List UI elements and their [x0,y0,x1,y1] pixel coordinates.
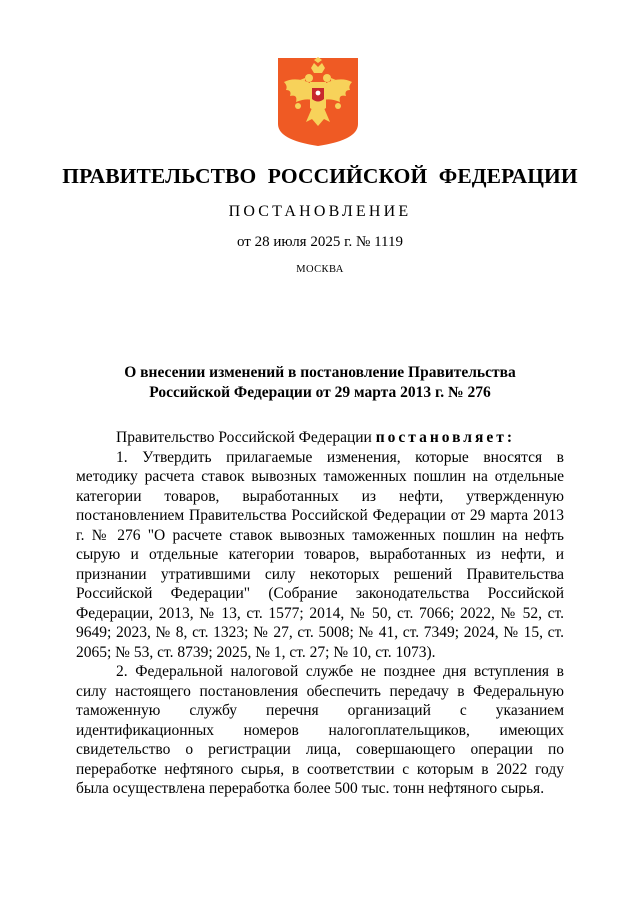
document-subject [60,363,580,403]
document-date-number: от 28 июля 2025 г. № 1119 [236,234,403,250]
subject-line-1: О внесении изменений в постановление Правительства [124,364,516,381]
preamble [76,428,564,448]
document-body [76,428,564,799]
document-city: МОСКВА [296,264,344,275]
preamble-keyword: постановляет: [375,429,516,446]
paragraph-item-2: 2. Федеральной налоговой службе не позднее дня вступления в силу настоящего постановления обеспечить передачу в Федеральную таможенную службу перечня организаций с указанием идентификационных номеров налогоплательщиков, имеющих свидетельство о регистрации лица, совершающего операции по переработке нефтяного сырья, в соответствии с которым в 2022 году была осуществлена переработка более 500 тыс. тонн нефтяного сырья. [76,663,564,797]
document-type: ПОСТАНОВЛЕНИЕ [228,203,412,220]
subject-line-2: Российской Федерации от 29 марта 2013 г. № 276 [149,384,491,401]
paragraph-item-1: 1. Утвердить прилагаемые изменения, которые вносятся в методику расчета ставок вывозных таможенных пошлин на отдельные категории товаров, выработанных из нефти, утвержденную постановлением Правительства Российской Федерации от 29 марта 2013 г. № 276 "О расчете ставок вывозных таможенных пошлин на нефть сырую и отдельные категории товаров, выработанных из нефти, и признании утратившими силу некоторых решений Правительства Российской Федерации" (Собрание законодательства Российской Федерации, 2013, № 13, ст. 1577; 2014, № 50, ст. 7066; 2022, № 52, ст. 9649; 2023, № 8, ст. 1323; № 27, ст. 5008; № 41, ст. 7349; 2024, № 15, ст. 2065; № 53, ст. 8739; 2025, № 1, ст. 27; № 10, ст. 1073). [76,448,564,661]
preamble-text: Правительство Российской Федерации [116,429,372,446]
government-title: ПРАВИТЕЛЬСТВО РОССИЙСКОЙ ФЕДЕРАЦИИ [62,164,578,188]
coat-of-arms-icon [276,56,360,148]
